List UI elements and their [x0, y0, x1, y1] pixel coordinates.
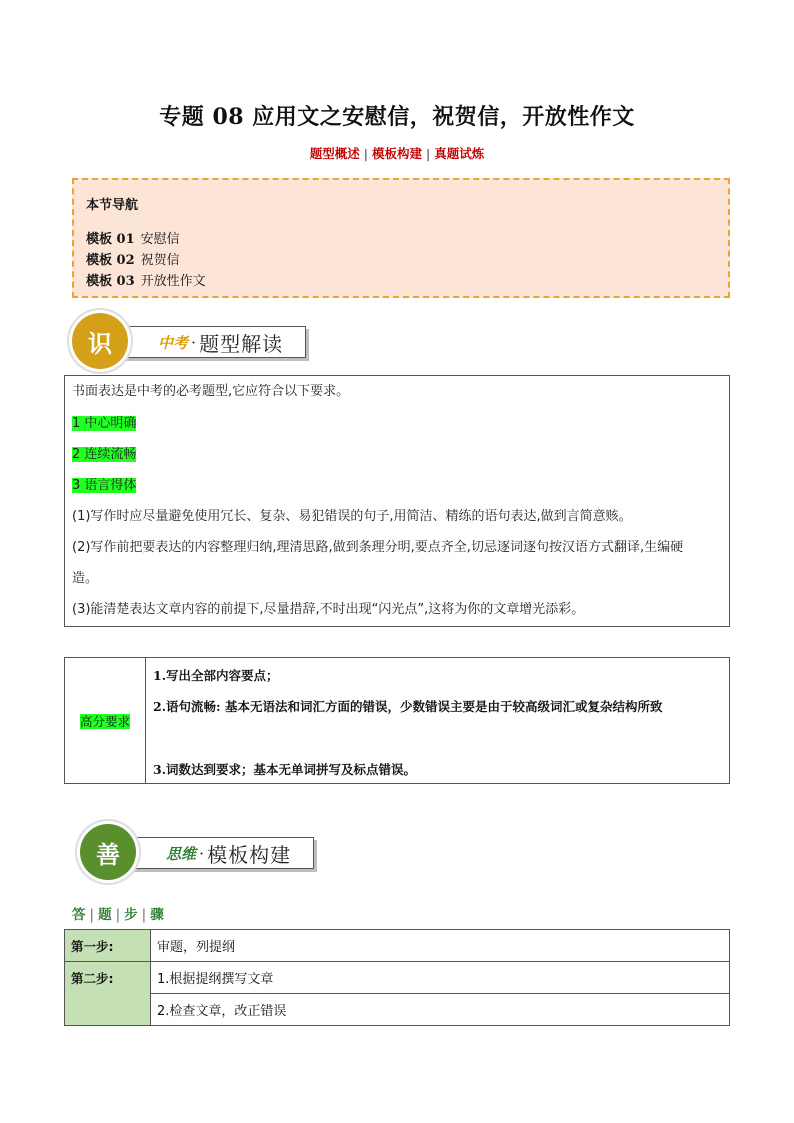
section-navigation-box	[72, 178, 730, 298]
nav-item-name: 开放性作文	[140, 274, 206, 289]
step-label: 第二步:	[65, 962, 151, 1026]
paragraph-2: (2)写作前把要表达的内容整理归纳,理清思路,做到条理分明,要点齐全,切忌逐词逐句按汉语方式翻译,生编硬	[72, 540, 684, 555]
question-type-interpretation-box	[64, 375, 730, 627]
nav-item-template-03[interactable]	[86, 270, 206, 289]
nav-item-code: 模板 01	[86, 232, 135, 247]
step-label: 第一步:	[65, 930, 151, 962]
banner-tag: 中考	[158, 333, 189, 352]
banner-title: 题型解读	[199, 331, 284, 356]
requirement-line-2: 2.语句流畅: 基本无语法和词汇方面的错误，少数错误主要是由于较高级词汇或复杂结构所致	[153, 699, 663, 714]
paragraph-3: (3)能清楚表达文章内容的前提下,尽量措辞,不时出现“闪光点”,这将为你的文章增光添彩。	[72, 602, 585, 617]
paragraph-2-continued: 造。	[72, 571, 99, 586]
requirement-line-3: 3.词数达到要求；基本无单词拼写及标点错误。	[153, 762, 417, 777]
subnav-link-template[interactable]: 模板构建	[371, 146, 422, 161]
table-row	[65, 994, 730, 1026]
requirement-line-1: 1.写出全部内容要点；	[153, 668, 279, 683]
paragraph-1: (1)写作时应尽量避免使用冗长、复杂、易犯错误的句子,用简洁、精练的语句表达,做到言简意赅。	[72, 509, 632, 524]
section-navigation-heading: 本节导航	[86, 198, 139, 213]
banner-dot: ·	[191, 332, 197, 352]
badge-icon: 善	[80, 824, 136, 880]
banner-bar	[120, 326, 306, 358]
banner-title: 模板构建	[207, 842, 292, 867]
answer-steps-table	[64, 929, 730, 1026]
nav-item-code: 模板 02	[86, 253, 135, 268]
requirements-label: 高分要求	[79, 713, 130, 729]
nav-item-template-01[interactable]	[86, 228, 180, 247]
subnav-separator: |	[363, 146, 368, 161]
step-content: 审题，列提纲	[151, 930, 730, 962]
requirements-label-cell	[65, 658, 146, 784]
answer-steps-heading: 答 | 题 | 步 | 骤	[72, 907, 165, 923]
requirement-point: 1 中心明确	[72, 416, 137, 431]
section-banner-template	[80, 824, 320, 884]
banner-bar	[128, 837, 314, 869]
intro-text: 书面表达是中考的必考题型,它应符合以下要求。	[72, 384, 350, 399]
section-banner-reading	[72, 313, 312, 373]
nav-item-code: 模板 03	[86, 274, 135, 289]
subnav-separator: |	[426, 146, 431, 161]
page-title: 专题 08 应用文之安慰信，祝贺信，开放性作文	[159, 104, 635, 130]
banner-tag: 思维	[166, 844, 197, 863]
table-row	[65, 962, 730, 994]
nav-item-template-02[interactable]	[86, 249, 180, 268]
step-content: 2.检查文章，改正错误	[151, 994, 730, 1026]
nav-item-name: 祝贺信	[140, 253, 180, 268]
banner-dot: ·	[199, 843, 205, 863]
section-links	[0, 144, 794, 162]
requirement-point: 3 语言得体	[72, 478, 137, 493]
subnav-link-overview[interactable]: 题型概述	[309, 146, 360, 161]
badge-icon: 识	[72, 313, 128, 369]
requirement-point: 2 连续流畅	[72, 447, 137, 462]
subnav-link-exam[interactable]: 真题试炼	[434, 146, 485, 161]
step-content: 1.根据提纲撰写文章	[151, 962, 730, 994]
table-row	[65, 930, 730, 962]
nav-item-name: 安慰信	[140, 232, 180, 247]
